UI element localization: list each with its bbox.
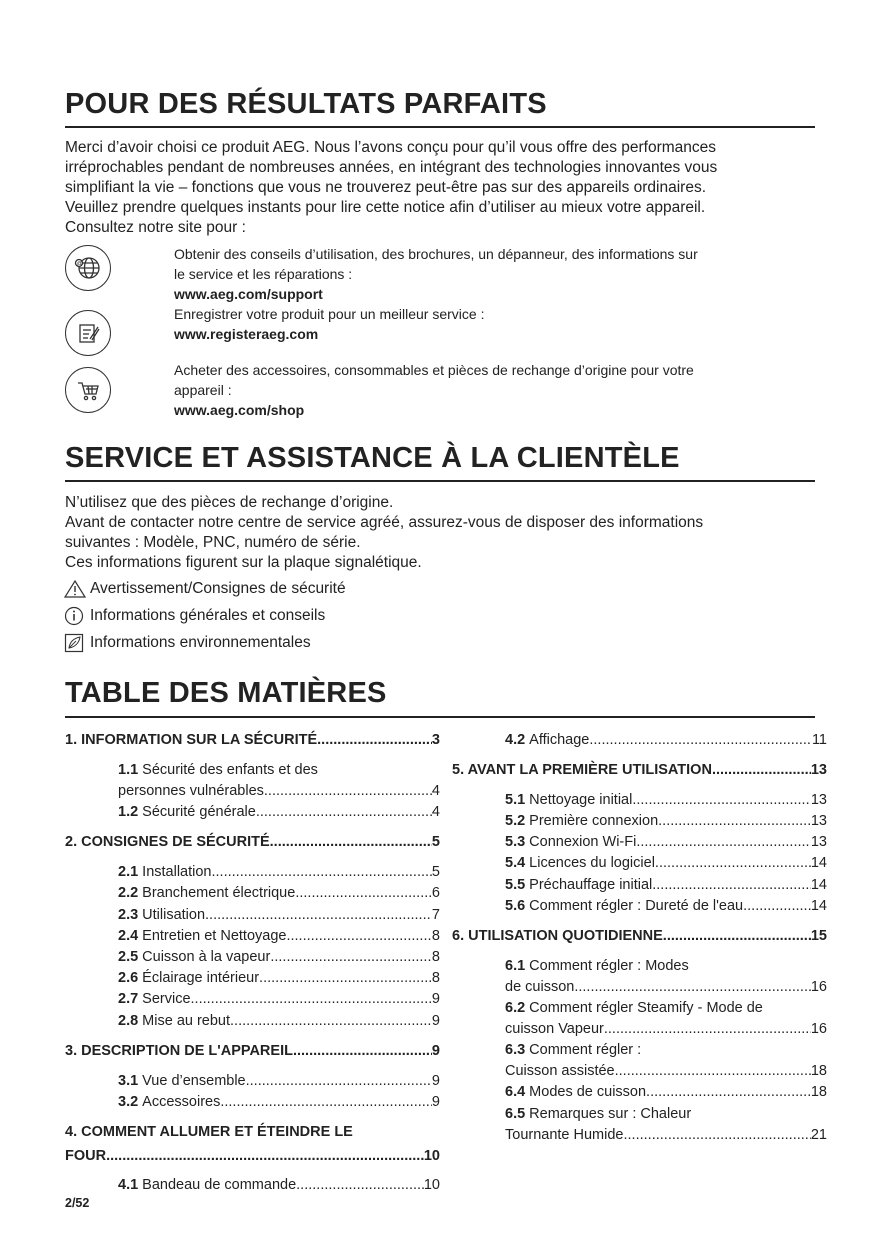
toc-entry[interactable]: 6. UTILISATION QUOTIDIENNE ..... 15 xyxy=(452,926,827,947)
toc-entry[interactable]: 2.3 Utilisation ..... 7 xyxy=(65,905,440,926)
toc-entry[interactable]: 4. COMMENT ALLUMER ET ÉTEINDRE LE FOUR ..... 10 xyxy=(65,1122,440,1167)
toc-entry[interactable]: 6.4 Modes de cuisson ..... 18 xyxy=(452,1082,827,1103)
toc-entry[interactable]: 2.7 Service ..... 9 xyxy=(65,989,440,1010)
leaf-icon xyxy=(64,633,86,653)
service-line: Avant de contacter notre centre de service agréé, assurez-vous de disposer des informations xyxy=(65,514,704,531)
legend-environment xyxy=(64,633,311,653)
intro-line: Veuillez prendre quelques instants pour lire cette notice afin d’utiliser au mieux votre appareil. xyxy=(65,199,706,216)
service-line: N’utilisez que des pièces de rechange d’origine. xyxy=(65,494,394,511)
register-icon xyxy=(65,310,111,356)
toc-entry[interactable]: 1. INFORMATION SUR LA SÉCURITÉ ..... 3 xyxy=(65,730,440,751)
intro-paragraph xyxy=(65,138,825,238)
service-line: Ces informations figurent sur la plaque signalétique. xyxy=(65,554,422,571)
legend-info xyxy=(64,606,325,626)
toc-entry[interactable]: 5.5 Préchauffage initial ..... 14 xyxy=(452,875,827,896)
toc-entry[interactable]: 5. AVANT LA PREMIÈRE UTILISATION ..... 13 xyxy=(452,760,827,781)
service-paragraph xyxy=(65,493,825,573)
toc-entry[interactable]: 5.4 Licences du logiciel ..... 14 xyxy=(452,853,827,874)
intro-line: Consultez notre site pour : xyxy=(65,219,246,236)
title-rule xyxy=(65,716,815,718)
web-icon xyxy=(65,245,111,291)
service-line: suivantes : Modèle, PNC, numéro de série. xyxy=(65,534,361,551)
toc-entry[interactable]: 2.6 Éclairage intérieur ..... 8 xyxy=(65,968,440,989)
legend-text: Avertissement/Consignes de sécurité xyxy=(90,580,346,597)
info-icon xyxy=(64,606,86,626)
section-title-toc: TABLE DES MATIÈRES xyxy=(65,677,387,709)
page-number: 2/52 xyxy=(65,1196,90,1210)
service-text: le service et les réparations : xyxy=(174,266,353,282)
toc-entry[interactable]: 2.2 Branchement électrique ..... 6 xyxy=(65,883,440,904)
toc-entry[interactable]: 4.1 Bandeau de commande ..... 10 xyxy=(65,1175,440,1196)
toc-entry[interactable]: 6.2 Comment régler Steamify - Mode de cuisson Vapeur ..... 16 xyxy=(452,998,827,1040)
toc-entry[interactable]: 1.1 Sécurité des enfants et des personnes vulnérables ..... 4 xyxy=(65,760,440,802)
toc-entry[interactable]: 6.1 Comment régler : Modes de cuisson ..... 16 xyxy=(452,956,827,998)
svg-text:@: @ xyxy=(76,261,83,268)
service-text: Acheter des accessoires, consommables et pièces de rechange d’origine pour votre xyxy=(174,362,694,378)
legend-warning xyxy=(64,579,346,599)
service-shop xyxy=(174,360,814,420)
toc-entry[interactable]: 5.2 Première connexion ..... 13 xyxy=(452,811,827,832)
register-link[interactable]: www.registeraeg.com xyxy=(174,326,319,342)
legend-text: Informations environnementales xyxy=(90,634,311,651)
warning-icon xyxy=(64,579,86,599)
toc-entry[interactable]: 2.8 Mise au rebut ..... 9 xyxy=(65,1011,440,1032)
toc-entry[interactable]: 6.3 Comment régler : Cuisson assistée ..... 18 xyxy=(452,1040,827,1082)
toc-entry[interactable]: 2.1 Installation ..... 5 xyxy=(65,862,440,883)
service-text: Obtenir des conseils d’utilisation, des brochures, un dépanneur, des informations sur xyxy=(174,246,698,262)
toc-entry[interactable]: 5.6 Comment régler : Dureté de l'eau ..... 14 xyxy=(452,896,827,917)
service-text: Enregistrer votre produit pour un meilleur service : xyxy=(174,306,485,322)
title-rule xyxy=(65,126,815,128)
toc-entry[interactable]: 6.5 Remarques sur : Chaleur Tournante Humide ..... 21 xyxy=(452,1104,827,1146)
toc-entry[interactable]: 5.1 Nettoyage initial ..... 13 xyxy=(452,790,827,811)
toc-entry[interactable]: 4.2 Affichage ..... 11 xyxy=(452,730,827,751)
service-text: appareil : xyxy=(174,382,232,398)
section-title-results: POUR DES RÉSULTATS PARFAITS xyxy=(65,88,547,120)
support-link[interactable]: www.aeg.com/support xyxy=(174,286,323,302)
shop-link[interactable]: www.aeg.com/shop xyxy=(174,402,305,418)
toc-entry[interactable]: 2. CONSIGNES DE SÉCURITÉ ..... 5 xyxy=(65,832,440,853)
toc-entry[interactable]: 2.5 Cuisson à la vapeur ..... 8 xyxy=(65,947,440,968)
toc-entry[interactable]: 2.4 Entretien et Nettoyage ..... 8 xyxy=(65,926,440,947)
cart-icon xyxy=(65,367,111,413)
toc-entry[interactable]: 5.3 Connexion Wi-Fi ..... 13 xyxy=(452,832,827,853)
toc-entry[interactable]: 3. DESCRIPTION DE L'APPAREIL ..... 9 xyxy=(65,1041,440,1062)
intro-line: irréprochables pendant de nombreuses années, en intégrant des technologies innovantes vous xyxy=(65,159,718,176)
toc-entry[interactable]: 1.2 Sécurité générale ..... 4 xyxy=(65,802,440,823)
intro-line: Merci d’avoir choisi ce produit AEG. Nous l’avons conçu pour qu’il vous offre des performances xyxy=(65,139,717,156)
section-title-service: SERVICE ET ASSISTANCE À LA CLIENTÈLE xyxy=(65,442,680,474)
toc-entry[interactable]: 3.1 Vue d’ensemble ..... 9 xyxy=(65,1071,440,1092)
legend-text: Informations générales et conseils xyxy=(90,607,326,624)
toc-entry[interactable]: 3.2 Accessoires ..... 9 xyxy=(65,1092,440,1113)
service-support xyxy=(174,244,814,344)
title-rule xyxy=(65,480,815,482)
intro-line: simplifiant la vie – fonctions que vous ne trouverez peut-être pas sur des appareils ordinaires. xyxy=(65,179,707,196)
